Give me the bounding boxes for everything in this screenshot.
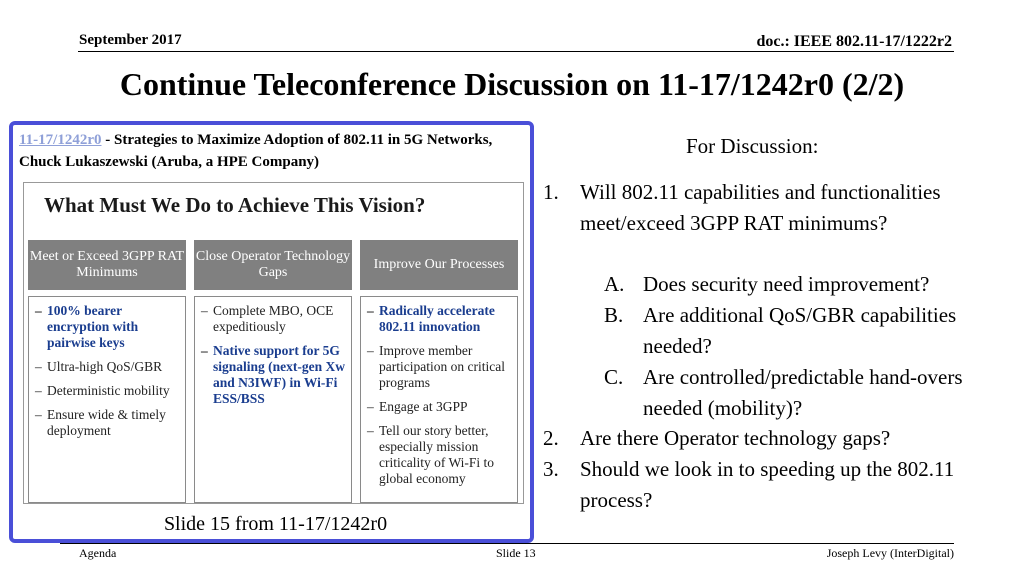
column-item: – Native support for 5G signaling (next-gen Xw and N3IWF) in Wi-Fi ESS/BSS [199, 343, 347, 407]
list-item: Are additional QoS/GBR capabilities needed? [643, 303, 957, 358]
column-item: – Ultra-high QoS/GBR [33, 359, 181, 375]
footer-slide-number: Slide 13 [496, 546, 536, 560]
list-number: 2. [543, 426, 559, 450]
column-header-2: Close Operator Technology Gaps [194, 240, 352, 290]
discussion-heading: For Discussion: [686, 134, 819, 158]
document-link[interactable]: 11-17/1242r0 [19, 132, 102, 148]
header-date: September 2017 [79, 32, 182, 48]
caption-text: - Strategies to Maximize Adoption of 802.11 in 5G Networks, Chuck Lukaszewski (Aruba, a HPE Company) [19, 132, 493, 170]
list-item: Should we look in to speeding up the 802.11 process? [580, 457, 955, 512]
column-box-3 [360, 296, 518, 503]
slide-reference: Slide 15 from 11-17/1242r0 [163, 513, 388, 535]
column-item: – Complete MBO, OCE expeditiously [199, 303, 347, 335]
vision-slide-image [23, 182, 524, 504]
list-item: Are controlled/predictable hand-overs needed (mobility)? [643, 365, 963, 420]
footer-divider [60, 543, 954, 544]
list-number: 1. [543, 180, 559, 204]
header-doc-id: doc.: IEEE 802.11-17/1222r2 [756, 33, 952, 50]
column-item: – 100% bearer encryption with pairwise keys [33, 303, 181, 351]
column-item: – Improve member participation on critical programs [365, 343, 513, 391]
column-header-1: Meet or Exceed 3GPP RAT Minimums [28, 240, 186, 290]
column-item: – Deterministic mobility [33, 383, 181, 399]
list-letter: A. [604, 272, 625, 296]
panel-caption [19, 129, 531, 173]
list-item: Does security need improvement? [643, 272, 930, 296]
header-divider [78, 51, 954, 52]
slide-title: Continue Teleconference Discussion on 11-17/1242r0 (2/2) [119, 66, 905, 102]
footer-author: Joseph Levy (InterDigital) [826, 546, 954, 560]
embedded-slide-panel [9, 121, 534, 543]
list-letter: C. [604, 365, 624, 389]
list-item: Are there Operator technology gaps? [580, 426, 891, 450]
list-letter: B. [604, 303, 624, 327]
column-box-1 [28, 296, 186, 503]
list-number: 3. [543, 457, 559, 481]
column-item: – Ensure wide & timely deployment [33, 407, 181, 439]
column-box-2 [194, 296, 352, 503]
list-item: Will 802.11 capabilities and functionalities meet/exceed 3GPP RAT minimums? [580, 180, 941, 235]
column-item: – Tell our story better, especially mission criticality of Wi-Fi to global economy [365, 423, 513, 487]
footer-left: Agenda [79, 546, 117, 560]
column-item: – Radically accelerate 802.11 innovation [365, 303, 513, 335]
column-header-3: Improve Our Processes [360, 240, 518, 290]
vision-title: What Must We Do to Achieve This Vision? [44, 193, 426, 217]
column-item: – Engage at 3GPP [365, 399, 513, 415]
